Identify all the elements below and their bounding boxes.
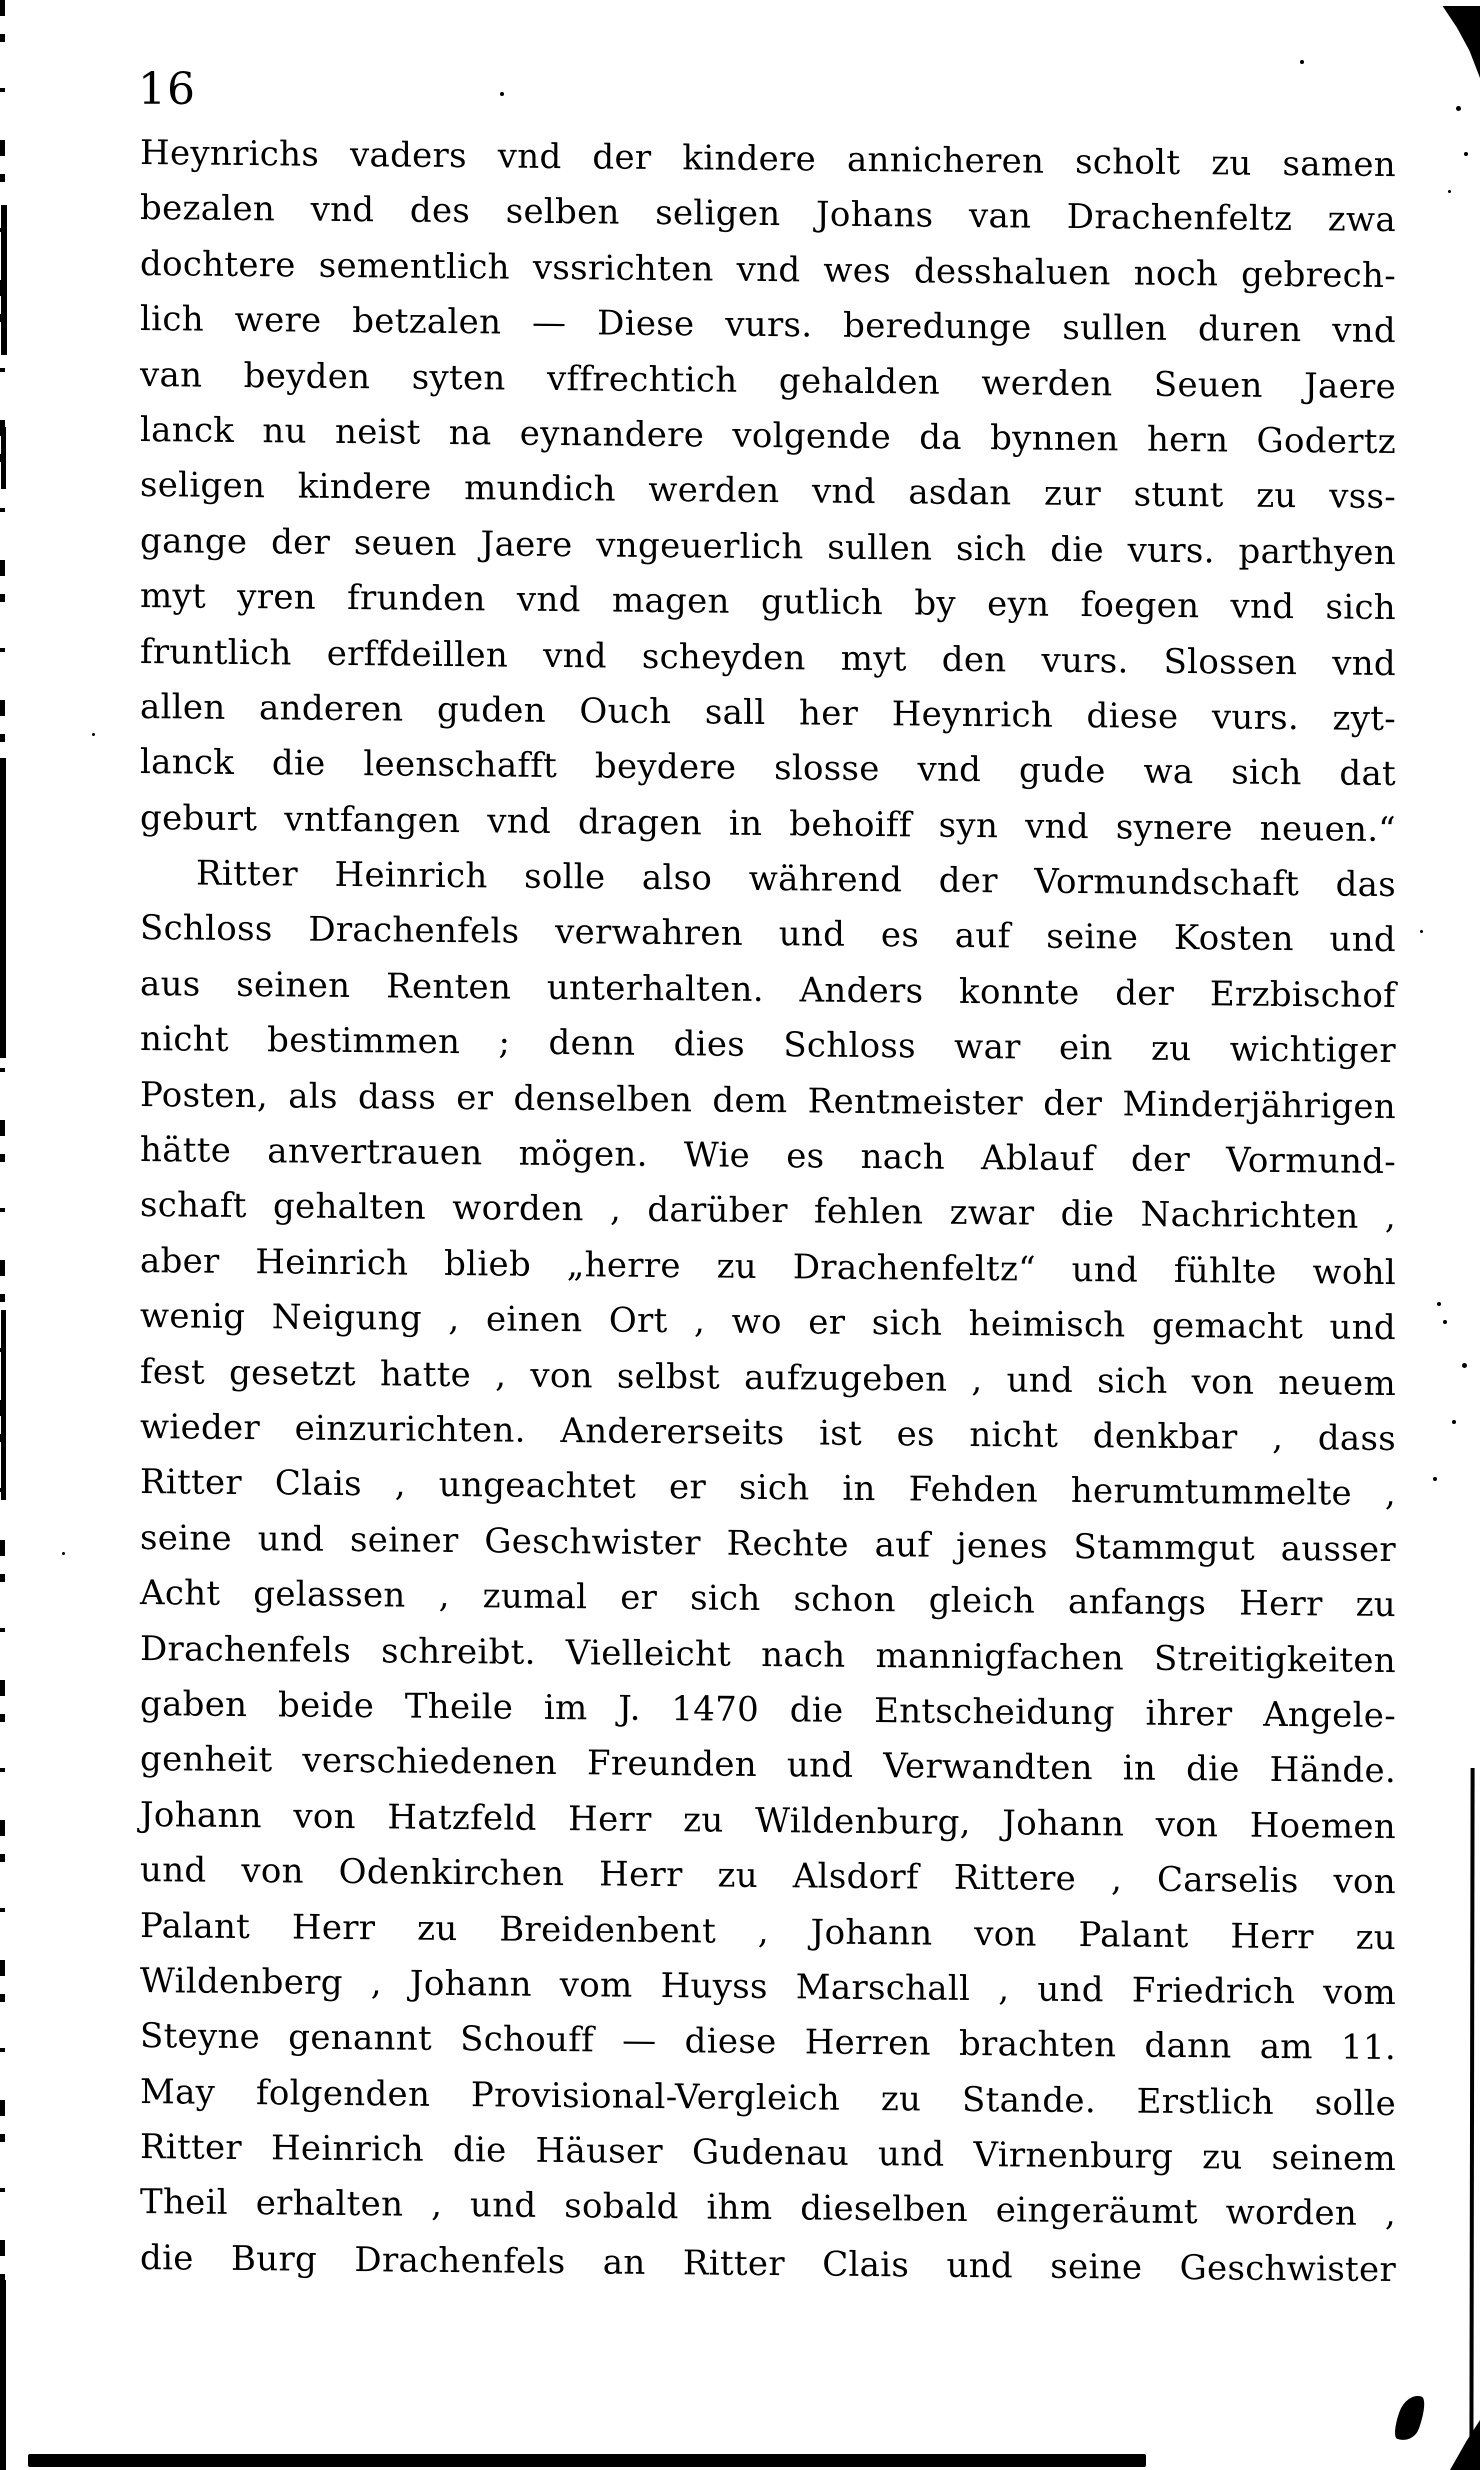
scan-edge-noise-left <box>0 0 5 2470</box>
text-line: schaft gehalten worden , darüber fehlen zwar die Nachrichten , <box>140 1185 1396 1238</box>
scan-speck <box>1443 1320 1447 1324</box>
scan-speck <box>1462 1363 1467 1368</box>
text-line: Steyne genannt Schouff — diese Herren brachten dann am 11. <box>140 2016 1396 2069</box>
text-line: myt yren frunden vnd magen gutlich by eyn foegen vnd sich <box>140 576 1396 629</box>
text-line: genheit verschiedenen Freunden und Verwandten in die Hände. <box>140 1739 1396 1792</box>
text-line: nicht bestimmen ; denn dies Schloss war ein zu wichtiger <box>140 1019 1396 1072</box>
text-line: Ritter Heinrich die Häuser Gudenau und Virnenburg zu seinem <box>140 2127 1396 2180</box>
scan-speck <box>62 1552 65 1555</box>
text-line: geburt vntfangen vnd dragen in behoiff syn vnd synere neuen.“ <box>140 797 1396 850</box>
scan-speck <box>1437 1302 1441 1306</box>
text-line: fruntlich erffdeillen vnd scheyden myt den vurs. Slossen vnd <box>140 631 1396 684</box>
scan-corner-blob-top-right <box>1432 6 1480 78</box>
text-line: Wildenberg , Johann vom Huyss Marschall , und Friedrich vom <box>140 1960 1396 2013</box>
text-line: Palant Herr zu Breidenbent , Johann von Palant Herr zu <box>140 1905 1396 1958</box>
scan-speck <box>1456 106 1461 111</box>
text-line: aus seinen Renten unterhalten. Anders konnte der Erzbischof <box>140 963 1396 1016</box>
scan-speck <box>1433 1477 1437 1481</box>
text-line: allen anderen guden Ouch sall her Heynrich diese vurs. zyt- <box>140 686 1396 739</box>
text-line: aber Heinrich blieb „herre zu Drachenfeltz“ und fühlte wohl <box>140 1240 1396 1293</box>
text-line: gange der seuen Jaere vngeuerlich sullen sich die vurs. parthyen <box>140 520 1396 573</box>
scan-speck <box>92 733 95 736</box>
scan-corner-patch-bottom-right <box>1450 2420 1480 2470</box>
scan-speck <box>1448 190 1451 193</box>
text-line: seine und seiner Geschwister Rechte auf jenes Stammgut ausser <box>140 1517 1396 1570</box>
text-line: lanck nu neist na eynandere volgende da bynnen hern Godertz <box>140 409 1396 463</box>
scan-ink-blob <box>1391 2391 1430 2444</box>
scan-speck <box>500 92 504 96</box>
scan-edge-mark <box>1 427 6 489</box>
text-line: Ritter Clais , ungeachtet er sich in Fehden herumtummelte , <box>140 1462 1396 1515</box>
text-line: die Burg Drachenfels an Ritter Clais und seine Geschwister <box>140 2237 1396 2290</box>
text-line: Acht gelassen , zumal er sich schon gleich anfangs Herr zu <box>140 1573 1396 1626</box>
text-line: wieder einzurichten. Andererseits ist es nicht denkbar , dass <box>140 1406 1396 1460</box>
scan-edge-mark <box>0 758 6 1058</box>
scan-speck <box>1300 60 1304 64</box>
text-line: dochtere sementlich vssrichten vnd wes desshaluen noch gebrech- <box>140 243 1396 296</box>
text-line: wenig Neigung , einen Ort , wo er sich heimisch gemacht und <box>140 1296 1396 1349</box>
text-line: bezalen vnd des selben seligen Johans van Drachenfeltz zwa <box>140 188 1396 241</box>
text-line: Ritter Heinrich solle also während der Vormundschaft das <box>196 853 1396 906</box>
text-line: und von Odenkirchen Herr zu Alsdorf Rittere , Carselis von <box>140 1850 1396 1903</box>
page-number: 16 <box>138 64 196 115</box>
text-line: seligen kindere mundich werden vnd asdan zur stunt zu vss- <box>140 465 1396 518</box>
text-line: Schloss Drachenfels verwahren und es auf seine Kosten und <box>140 908 1396 961</box>
text-line: van beyden syten vffrechtich gehalden werden Seuen Jaere <box>140 354 1396 407</box>
scan-edge-mark <box>1 205 7 355</box>
text-line: Heynrichs vaders vnd der kindere annicheren scholt zu samen <box>140 133 1396 186</box>
scan-edge-line-right <box>1469 1768 1474 2470</box>
text-line: gaben beide Theile im J. 1470 die Entscheidung ihrer Angele- <box>140 1683 1396 1736</box>
text-line: Drachenfels schreibt. Vielleicht nach mannigfachen Streitigkeiten <box>140 1628 1396 1681</box>
text-line: Theil erhalten , und sobald ihm dieselben eingeräumt worden , <box>140 2182 1396 2235</box>
text-line: fest gesetzt hatte , von selbst aufzugeben , und sich von neuem <box>140 1351 1396 1404</box>
body-text-block <box>140 126 1396 2298</box>
text-line: hätte anvertrauen mögen. Wie es nach Ablauf der Vormund- <box>140 1130 1396 1183</box>
text-line: Johann von Hatzfeld Herr zu Wildenburg, Johann von Hoemen <box>140 1794 1396 1847</box>
text-line: May folgenden Provisional-Vergleich zu Stande. Erstlich solle <box>140 2071 1396 2124</box>
scan-speck <box>1420 930 1423 933</box>
text-line: lich were betzalen — Diese vurs. beredunge sullen duren vnd <box>140 299 1396 352</box>
scan-speck <box>1464 152 1468 156</box>
text-line: lanck die leenschafft beydere slosse vnd gude wa sich dat <box>140 742 1396 795</box>
scan-speck <box>1452 1420 1456 1424</box>
scan-bottom-bar <box>28 2454 1146 2467</box>
text-line: Posten, als dass er denselben dem Rentmeister der Minderjährigen <box>140 1074 1396 1127</box>
scan-edge-mark <box>0 2280 6 2470</box>
scan-edge-mark <box>1 1310 6 1500</box>
